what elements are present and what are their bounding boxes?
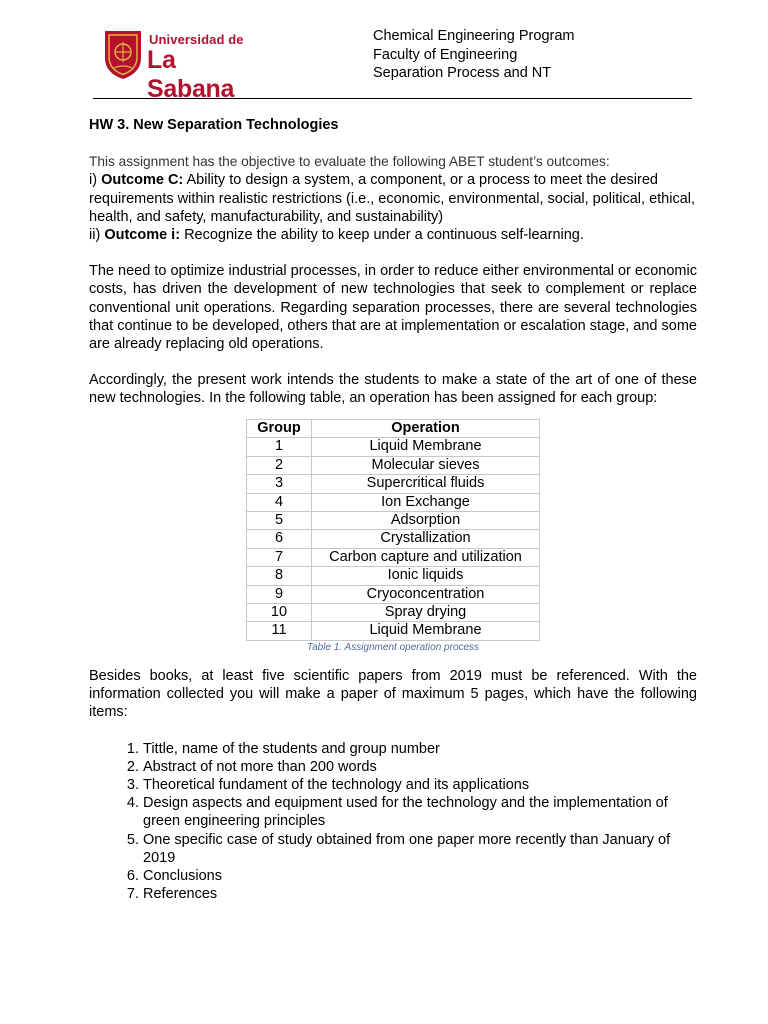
cell-group: 5 xyxy=(247,512,312,530)
table-row xyxy=(247,585,540,603)
outcome-prefix: i) xyxy=(89,172,102,189)
logo-line2: La Sabana xyxy=(147,46,235,103)
table-caption: Table 1. Assignment operation process xyxy=(306,641,480,653)
table-row xyxy=(247,567,540,585)
cell-group: 1 xyxy=(247,438,312,456)
paragraph-besides: Besides books, at least five scientific papers from 2019 must be referenced. With the information collected you will make a paper of maximum 5 pages, which have the following items: xyxy=(89,668,697,721)
assignment-table xyxy=(246,419,540,641)
assignment-table-wrapper xyxy=(246,419,540,653)
list-item: 6. Conclusions xyxy=(143,867,697,885)
faculty-name: Faculty of Engineering xyxy=(373,46,518,63)
items-list xyxy=(89,740,697,904)
cell-operation: Cryoconcentration xyxy=(312,585,540,603)
requirements-section xyxy=(89,667,697,903)
table-row xyxy=(247,604,540,622)
cell-operation: Supercritical fluids xyxy=(312,475,540,493)
outcome-prefix: ii) xyxy=(89,227,105,244)
logo-line1: Universidad de xyxy=(149,32,244,47)
header-divider xyxy=(93,98,692,99)
header-info xyxy=(373,27,575,83)
table-row xyxy=(247,438,540,456)
page-title: HW 3. New Separation Technologies xyxy=(89,117,339,133)
paragraph-need: The need to optimize industrial processes, in order to reduce either environmental or economic costs, has driven the development of new technologies that seek to complement or replace conventional unit operations. Regarding separation processes, there are several technologies that continue to be developed, others that are at implementation or escalation stage, and some are already replacing old operations. xyxy=(89,263,697,353)
cell-group: 4 xyxy=(247,493,312,511)
list-item: 2. Abstract of not more than 200 words xyxy=(143,758,697,776)
cell-operation: Adsorption xyxy=(312,512,540,530)
table-row xyxy=(247,512,540,530)
column-header-group: Group xyxy=(247,420,312,438)
table-row xyxy=(247,530,540,548)
cell-operation: Molecular sieves xyxy=(312,456,540,474)
list-item: 1. Tittle, name of the students and group number xyxy=(143,740,697,758)
main-content xyxy=(89,116,697,408)
outcome-text: Recognize the ability to keep under a continuous self-learning. xyxy=(180,227,584,244)
cell-operation: Liquid Membrane xyxy=(312,622,540,640)
table-header-row xyxy=(247,420,540,438)
list-item: 4. Design aspects and equipment used for the technology and the implementation of green engineering principles xyxy=(143,794,697,830)
cell-operation: Ion Exchange xyxy=(312,493,540,511)
cell-operation: Crystallization xyxy=(312,530,540,548)
cell-group: 9 xyxy=(247,585,312,603)
outcome-label: Outcome C: xyxy=(101,172,184,189)
cell-operation: Ionic liquids xyxy=(312,567,540,585)
outcome-label: Outcome i: xyxy=(104,227,181,244)
cell-group: 6 xyxy=(247,530,312,548)
program-name: Chemical Engineering Program xyxy=(373,28,575,44)
table-row xyxy=(247,548,540,566)
cell-group: 8 xyxy=(247,567,312,585)
table-row xyxy=(247,622,540,640)
course-name: Separation Process and NT xyxy=(373,65,552,81)
list-item: 5. One specific case of study obtained from one paper more recently than January of 2019 xyxy=(143,831,697,867)
outcome-c xyxy=(89,171,697,226)
cell-group: 2 xyxy=(247,456,312,474)
table-row xyxy=(247,456,540,474)
cell-operation: Liquid Membrane xyxy=(312,438,540,456)
cell-group: 3 xyxy=(247,475,312,493)
outcome-text: Ability to design a system, a component, or a process to meet the desired requirements within realistic restrictions (i.e., economic, environmental, social, political, ethical, health, and safety, manufacturability, and sustainability) xyxy=(89,172,696,225)
cell-operation: Carbon capture and utilization xyxy=(312,548,540,566)
list-item: 3. Theoretical fundament of the technology and its applications xyxy=(143,776,697,794)
cell-group: 7 xyxy=(247,548,312,566)
university-logo xyxy=(102,28,262,103)
university-seal-icon xyxy=(102,28,144,80)
table-row xyxy=(247,493,540,511)
column-header-operation: Operation xyxy=(312,420,540,438)
cell-operation: Spray drying xyxy=(312,604,540,622)
table-row xyxy=(247,475,540,493)
cell-group: 11 xyxy=(247,622,312,640)
cell-group: 10 xyxy=(247,604,312,622)
list-item: 7. References xyxy=(143,885,697,903)
intro-text: This assignment has the objective to evaluate the following ABET student’s outcomes: xyxy=(89,154,610,170)
paragraph-accordingly: Accordingly, the present work intends the students to make a state of the art of one of these new technologies. In the following table, an operation has been assigned for each group: xyxy=(89,372,697,407)
outcome-i xyxy=(89,226,697,244)
